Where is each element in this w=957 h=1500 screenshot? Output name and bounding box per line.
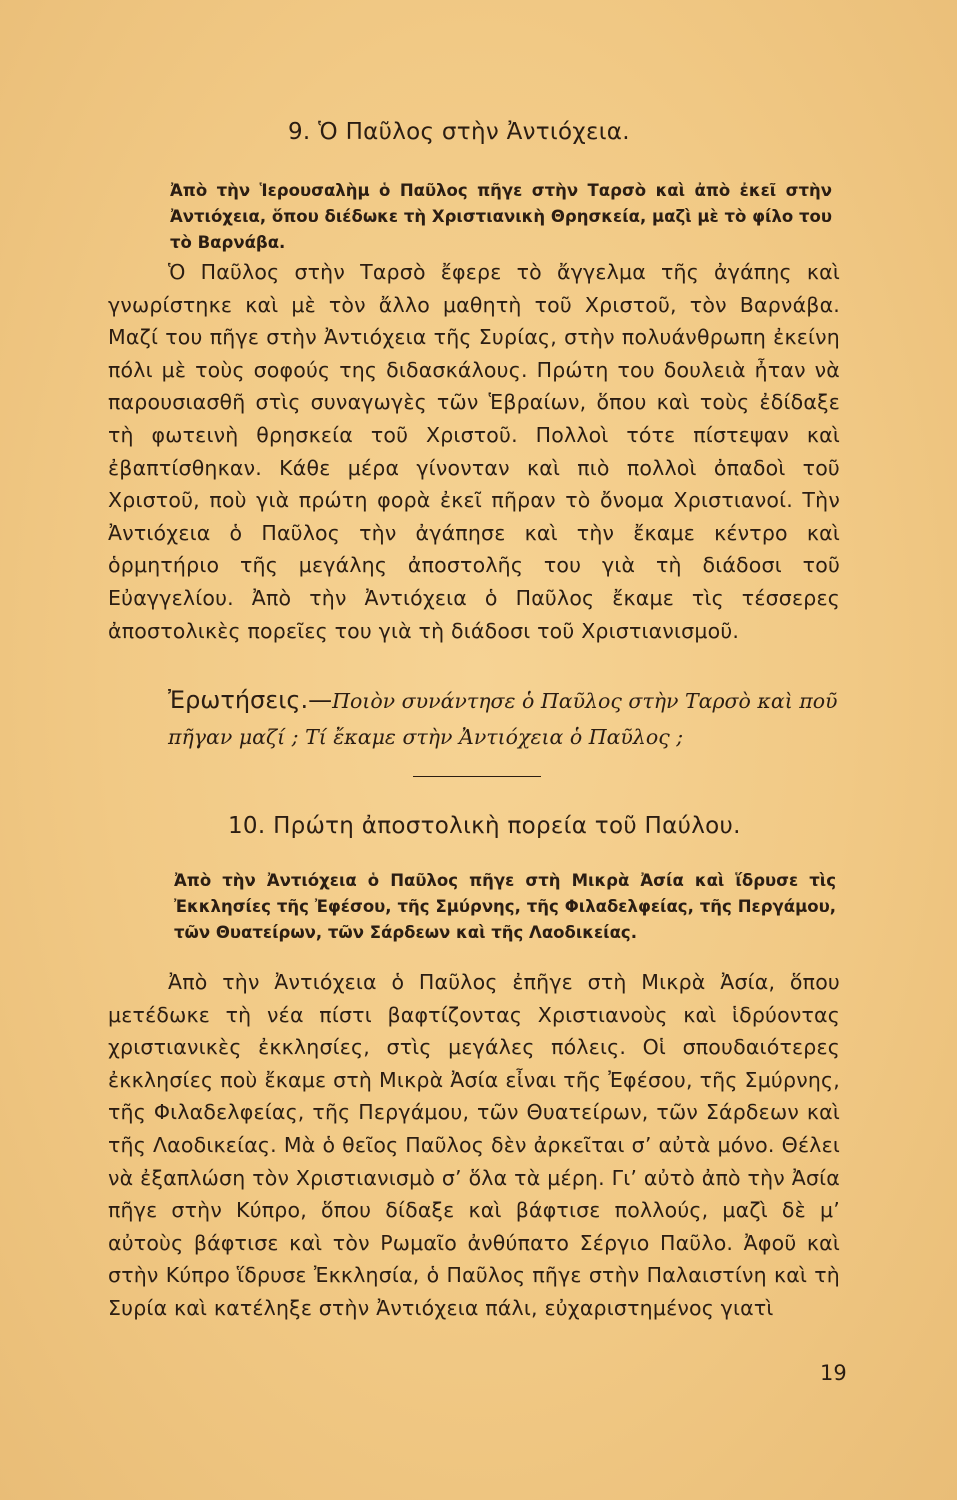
section-9-title: 9. Ὁ Παῦλος στὴν Ἀντιόχεια.	[288, 119, 630, 145]
page-number: 19	[820, 1361, 847, 1385]
section-9-body: Ὁ Παῦλος στὴν Ταρσὸ ἔφερε τὸ ἄγγελμα τῆς ἀγάπης καὶ γνωρίστηκε καὶ μὲ τὸν ἄλλο μαθητὴ τοῦ Χριστοῦ, τὸν Βαρνάβα. Μαζί του πῆγε στὴν Ἀντιόχεια τῆς Συρίας, στὴν πολυάνθρωπη ἐκείνη πόλι μὲ τοὺς σοφούς της διδασκάλους. Πρώτη του δουλειὰ ἦταν νὰ παρουσιασθῆ στὶς συναγωγὲς τῶν Ἑβραίων, ὅπου καὶ τοὺς ἐδίδαξε τὴ φωτεινὴ θρησκεία τοῦ Χριστοῦ. Πολλοὶ τότε πίστεψαν καὶ ἐβαπτίσθηκαν. Κάθε μέρα γίνονταν καὶ πιὸ πολλοὶ ὀπαδοὶ τοῦ Χριστοῦ, ποὺ γιὰ πρώτη φορὰ ἐκεῖ πῆραν τὸ ὄνομα Χριστιανοί. Τὴν Ἀντιόχεια ὁ Παῦλος τὴν ἀγάπησε καὶ τὴν ἔκαμε κέντρο καὶ ὁρμητήριο τῆς μεγάλης ἀποστολῆς του γιὰ τὴ διάδοσι τοῦ Εὐαγγελίου. Ἀπὸ τὴν Ἀντιόχεια ὁ Παῦλος ἔκαμε τὶς τέσσερες ἀποστολικὲς πορεῖες του γιὰ τὴ διάδοσι τοῦ Χριστιανισμοῦ.	[108, 260, 840, 643]
section-10-body: Ἀπὸ τὴν Ἀντιόχεια ὁ Παῦλος ἐπῆγε στὴ Μικρὰ Ἀσία, ὅπου μετέδωκε τὴ νέα πίστι βαφτίζοντας Χριστιανοὺς καὶ ἱδρύοντας χριστιανικὲς ἐκκλησίες, στὶς μεγάλες πόλεις. Οἱ σπουδαιότερες ἐκκλησίες ποὺ ἔκαμε στὴ Μικρὰ Ἀσία εἶναι τῆς Ἐφέσου, τῆς Σμύρνης, τῆς Φιλαδελφείας, τῆς Περγάμου, τῶν Θυατείρων, τῶν Σάρδεων καὶ τῆς Λαοδικείας. Μὰ ὁ θεῖος Παῦλος δὲν ἀρκεῖται σ’ αὐτὰ μόνο. Θέλει νὰ ἐξαπλώση τὸν Χριστιανισμὸ σ’ ὅλα τὰ μέρη. Γι’ αὐτὸ ἀπὸ τὴν Ἀσία πῆγε στὴν Κύπρο, ὅπου δίδαξε καὶ βάφτισε πολλούς, μαζὶ δὲ μ’ αὐτοὺς βάφτισε καὶ τὸν Ρωμαῖο ἀνθύπατο Σέργιο Παῦλο. Ἀφοῦ καὶ στὴν Κύπρο ἵδρυσε Ἐκκλησία, ὁ Παῦλος πῆγε στὴν Παλαιστίνη καὶ τὴ Συρία καὶ κατέληξε στὴν Ἀντιόχεια πάλι, εὐχαριστημένος γιατὶ	[108, 970, 840, 1320]
section-9-questions	[168, 682, 838, 755]
section-9-summary: Ἀπὸ τὴν Ἱερουσαλὴμ ὁ Παῦλος πῆγε στὴν Ταρσὸ καὶ ἀπὸ ἐκεῖ στὴν Ἀντιόχεια, ὅπου διέδωκε τὴ Χριστιανικὴ Θρησκεία, μαζὶ μὲ τὸ φίλο του τὸ Βαρνάβα.	[170, 181, 832, 252]
questions-label: Ἐρωτήσεις.—	[168, 686, 333, 714]
section-divider	[413, 776, 541, 777]
section-10-title: 10. Πρώτη ἀποστολικὴ πορεία τοῦ Παύλου.	[228, 813, 741, 839]
section-10-summary: Ἀπὸ τὴν Ἀντιόχεια ὁ Παῦλος πῆγε στὴ Μικρὰ Ἀσία καὶ ἵδρυσε τὶς Ἐκκλησίες τῆς Ἐφέσου, τῆς Σμύρνης, τῆς Φιλαδελφείας, τῆς Περγάμου, τῶν Θυατείρων, τῶν Σάρδεων καὶ τῆς Λαοδικείας.	[174, 871, 836, 942]
questions-text: Ποιὸν συνάντησε ὁ Παῦλος στὴν Ταρσὸ καὶ ποῦ πῆγαν μαζί ; Τί ἔκαμε στὴν Ἀντιόχεια ὁ Παῦλος ;	[168, 689, 838, 749]
